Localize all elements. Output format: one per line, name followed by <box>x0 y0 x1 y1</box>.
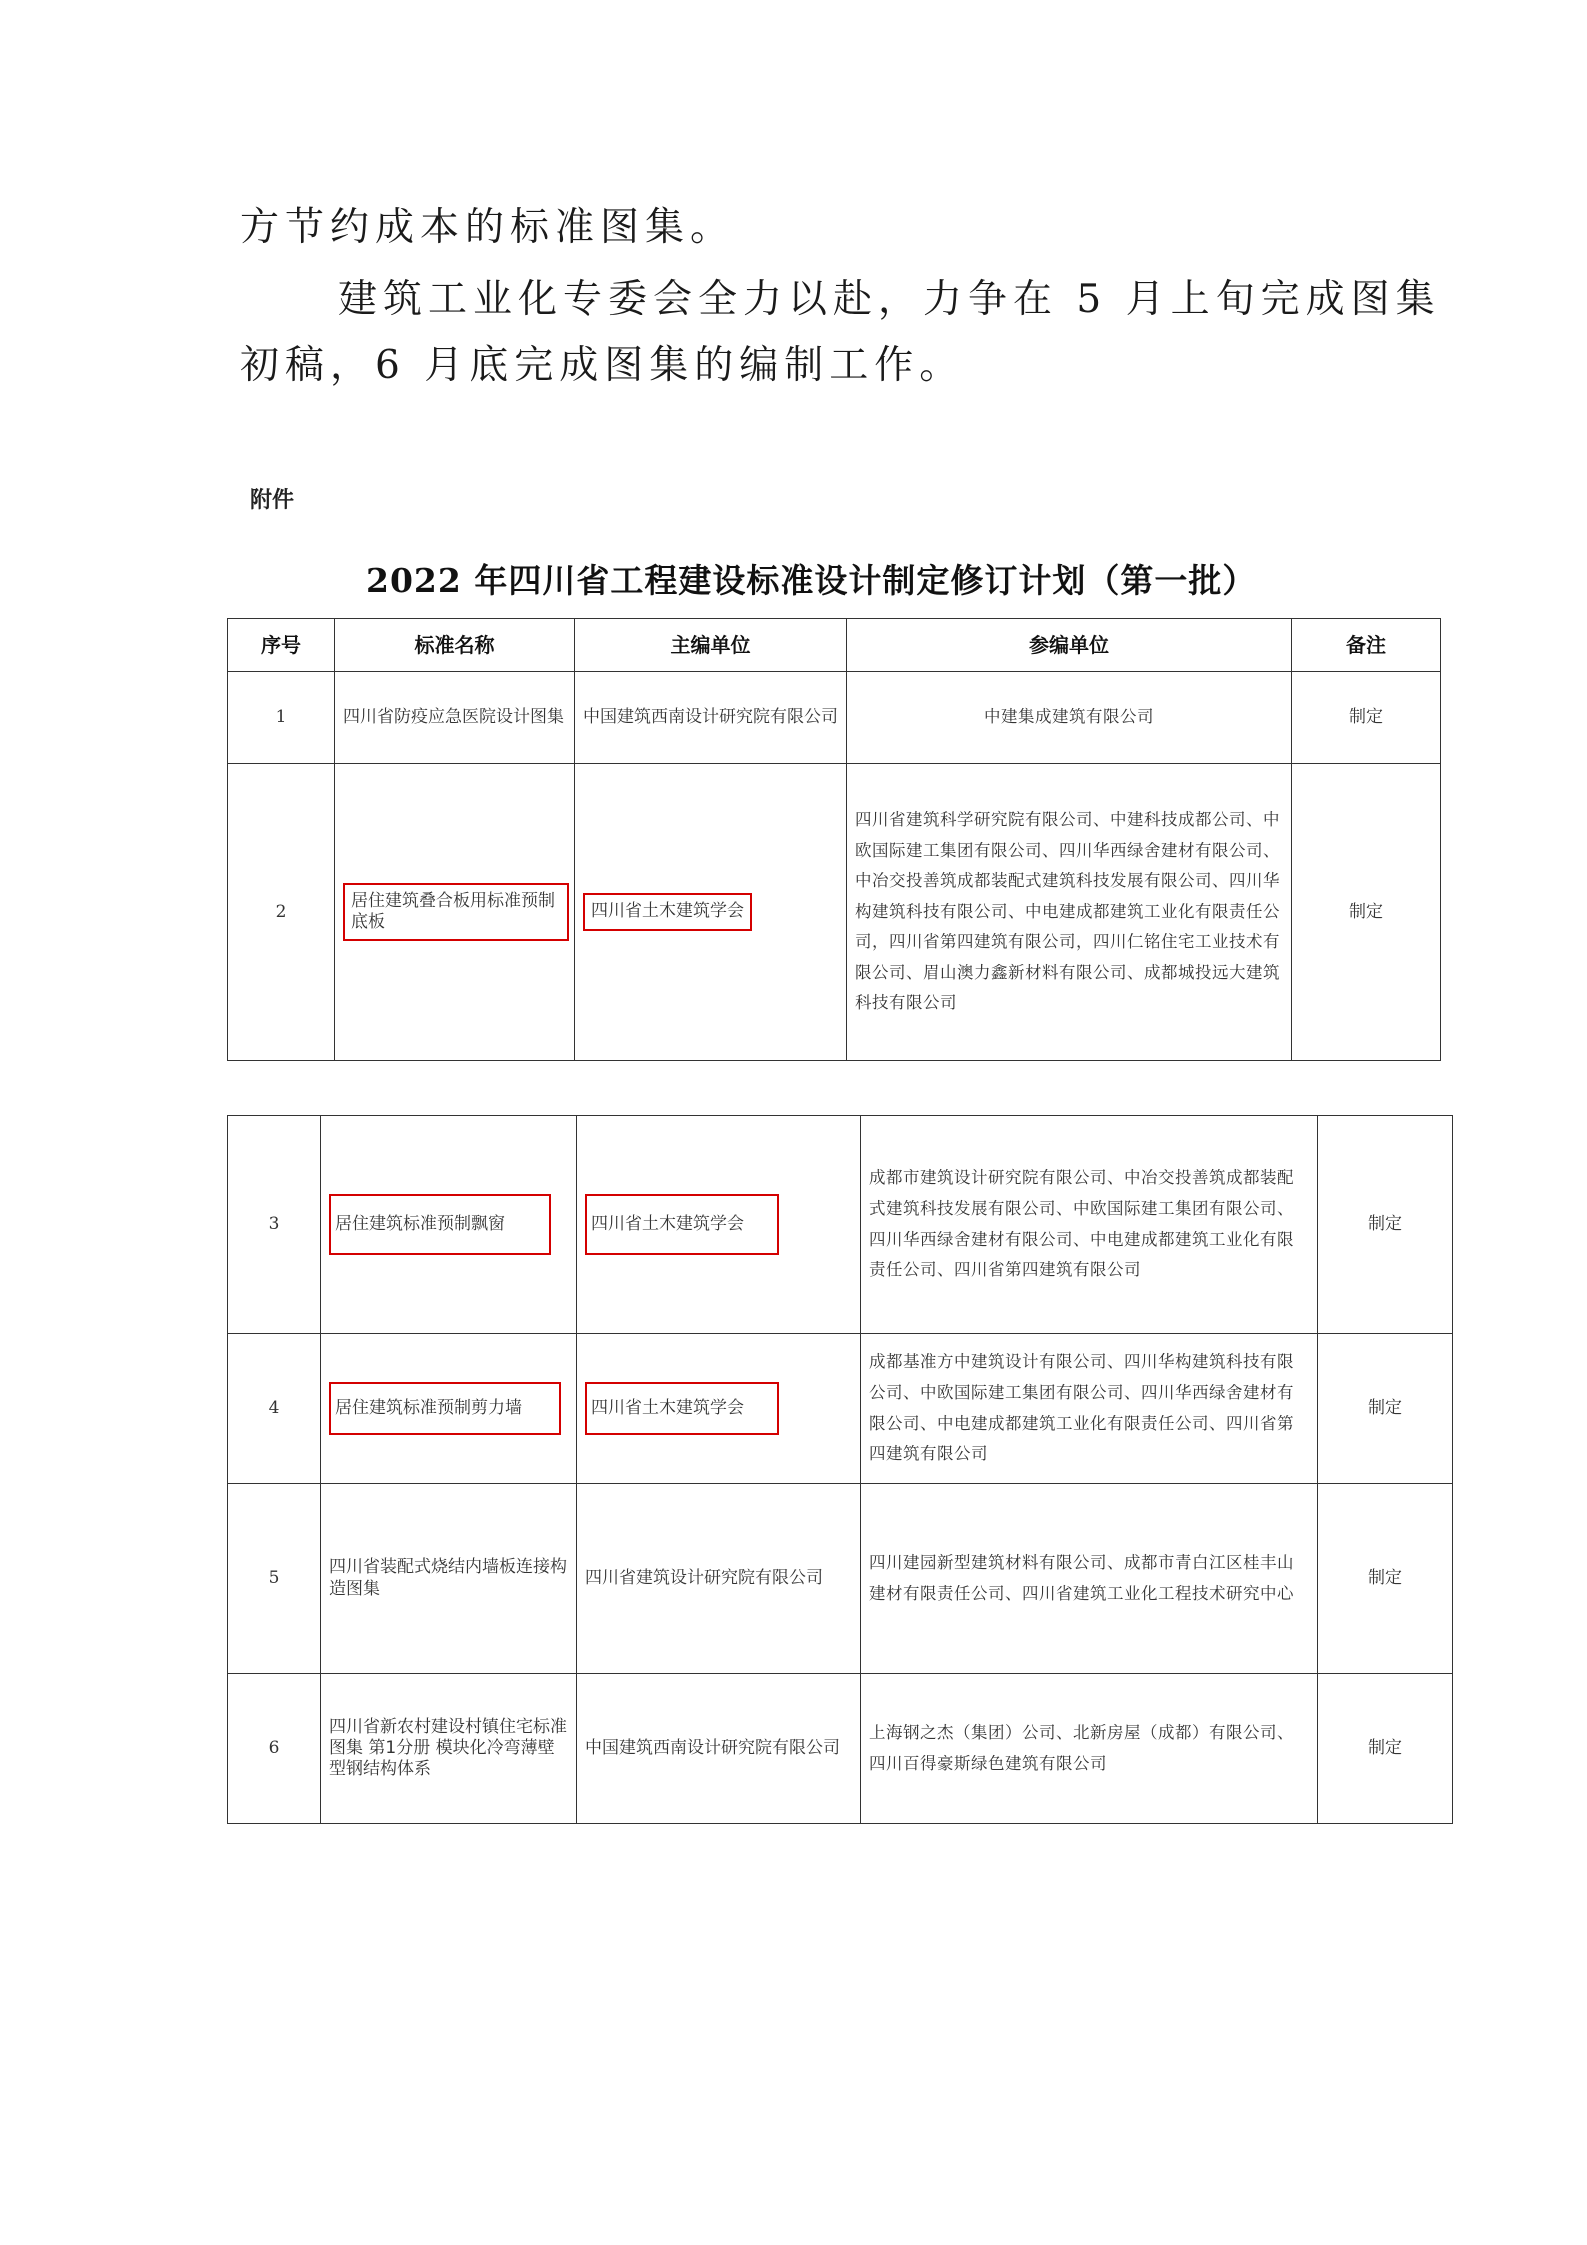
standard-name: 四川省防疫应急医院设计图集 <box>335 672 575 764</box>
header-no: 序号 <box>228 619 335 672</box>
note: 制定 <box>1318 1116 1453 1334</box>
table-row <box>228 1334 1453 1484</box>
standard-name: 居住建筑标准预制飘窗 <box>329 1194 551 1255</box>
header-chief-unit: 主编单位 <box>575 619 847 672</box>
table-row <box>228 764 1441 1061</box>
standard-name: 四川省新农村建设村镇住宅标准图集 第1分册 模块化冷弯薄壁型钢结构体系 <box>321 1674 577 1824</box>
row-number: 3 <box>228 1116 321 1334</box>
row-number: 5 <box>228 1484 321 1674</box>
participant-units: 四川建园新型建筑材料有限公司、成都市青白江区桂丰山建材有限责任公司、四川省建筑工业化工程技术研究中心 <box>861 1484 1318 1674</box>
chief-unit: 中国建筑西南设计研究院有限公司 <box>577 1674 861 1824</box>
participant-units: 成都市建筑设计研究院有限公司、中冶交投善筑成都装配式建筑科技发展有限公司、中欧国际建工集团有限公司、四川华西绿舍建材有限公司、中电建成都建筑工业化有限责任公司、四川省第四建筑有限公司 <box>861 1116 1318 1334</box>
table-row <box>228 1116 1453 1334</box>
document-title: 2022 年四川省工程建设标准设计制定修订计划（第一批） <box>366 561 1257 600</box>
chief-unit-cell <box>577 1116 861 1334</box>
attachment-label: 附件 <box>250 488 295 513</box>
note: 制定 <box>1318 1674 1453 1824</box>
standards-table-part-1 <box>227 618 1441 1061</box>
participant-units: 四川省建筑科学研究院有限公司、中建科技成都公司、中欧国际建工集团有限公司、四川华西绿舍建材有限公司、中冶交投善筑成都装配式建筑科技发展有限公司、四川华构建筑科技有限公司、中电建成都建筑工业化有限责任公司，四川省第四建筑有限公司，四川仁铭住宅工业技术有限公司、眉山澳力鑫新材料有限公司、成都城投远大建筑科技有限公司 <box>847 764 1292 1061</box>
participant-units: 成都基准方中建筑设计有限公司、四川华构建筑科技有限公司、中欧国际建工集团有限公司、四川华西绿舍建材有限公司、中电建成都建筑工业化有限责任公司、四川省第四建筑有限公司 <box>861 1334 1318 1484</box>
table-row <box>228 1484 1453 1674</box>
table-row <box>228 1674 1453 1824</box>
note: 制定 <box>1318 1484 1453 1674</box>
standard-name-cell <box>321 1116 577 1334</box>
paragraph-line-3: 初稿，6 月底完成图集的编制工作。 <box>240 343 965 388</box>
table-header-row <box>228 619 1441 672</box>
chief-unit: 四川省建筑设计研究院有限公司 <box>577 1484 861 1674</box>
note: 制定 <box>1292 672 1441 764</box>
standard-name-cell <box>321 1334 577 1484</box>
participant-units: 中建集成建筑有限公司 <box>847 672 1292 764</box>
standard-name-cell <box>335 764 575 1061</box>
chief-unit: 四川省土木建筑学会 <box>585 1382 779 1435</box>
chief-unit-cell <box>575 764 847 1061</box>
header-name: 标准名称 <box>335 619 575 672</box>
paragraph-line-1: 方节约成本的标准图集。 <box>240 205 736 250</box>
standard-name: 居住建筑叠合板用标准预制底板 <box>343 883 569 942</box>
standards-table-part-2 <box>227 1115 1453 1824</box>
row-number: 4 <box>228 1334 321 1484</box>
note: 制定 <box>1292 764 1441 1061</box>
row-number: 1 <box>228 672 335 764</box>
chief-unit-cell <box>577 1334 861 1484</box>
standard-name: 四川省装配式烧结内墙板连接构造图集 <box>321 1484 577 1674</box>
header-note: 备注 <box>1292 619 1441 672</box>
header-participants: 参编单位 <box>847 619 1292 672</box>
chief-unit: 四川省土木建筑学会 <box>583 893 752 930</box>
standard-name: 居住建筑标准预制剪力墙 <box>329 1382 561 1435</box>
note: 制定 <box>1318 1334 1453 1484</box>
table-row <box>228 672 1441 764</box>
paragraph-line-2: 建筑工业化专委会全力以赴，力争在 5 月上旬完成图集 <box>338 277 1441 322</box>
chief-unit: 中国建筑西南设计研究院有限公司 <box>575 672 847 764</box>
participant-units: 上海钢之杰（集团）公司、北新房屋（成都）有限公司、四川百得豪斯绿色建筑有限公司 <box>861 1674 1318 1824</box>
row-number: 2 <box>228 764 335 1061</box>
row-number: 6 <box>228 1674 321 1824</box>
chief-unit: 四川省土木建筑学会 <box>585 1194 779 1255</box>
